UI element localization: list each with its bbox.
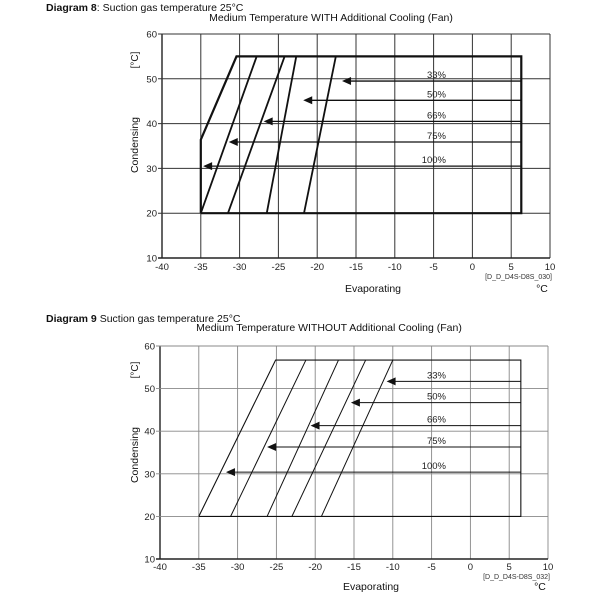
diagram-9-y-tick-label: 40 <box>144 426 155 438</box>
diagram-9-series-arrowhead <box>351 399 360 407</box>
diagram-9-series-arrowhead <box>226 468 235 476</box>
diagram-9-x-axis-label: Evaporating <box>342 581 400 593</box>
diagram-9-y-tick-label: 60 <box>144 341 155 353</box>
diagram-9-series-label: 75% <box>426 435 446 447</box>
diagram-8-x-axis-unit: °C <box>536 283 548 295</box>
diagram-8-series-label: 66% <box>426 110 446 122</box>
diagram-9-x-tick-label: -35 <box>191 562 206 573</box>
diagram-8-y-axis-unit: [°C] <box>130 51 141 69</box>
diagram-9-x-tick-label: -20 <box>308 562 323 573</box>
diagram-9-y-tick-label: 50 <box>144 384 155 396</box>
diagram-8-series-label: 33% <box>426 70 446 82</box>
diagram-9-x-tick-label: -40 <box>153 562 167 573</box>
diagram-8-caption-text: : Suction gas temperature 25°C <box>96 2 244 14</box>
diagram-8-y-tick-label: 50 <box>146 74 157 86</box>
diagram-9-y-axis-label: Condensing <box>129 426 141 484</box>
diagram-8-x-tick-label: -30 <box>232 262 247 273</box>
diagram-8-x-tick-label: -40 <box>155 262 169 273</box>
diagram-9-series-label: 100% <box>421 461 446 473</box>
diagram-9-series-arrowhead <box>387 377 396 385</box>
diagram-9-y-axis-unit: [°C] <box>130 361 141 379</box>
diagram-9-x-tick-label: -10 <box>385 562 400 573</box>
diagram-8-x-tick-label: -20 <box>310 262 325 273</box>
diagram-8-x-tick-label: 0 <box>469 262 476 273</box>
diagram-8-series-label: 50% <box>426 89 446 101</box>
diagram-9-y-tick-label: 20 <box>144 511 155 523</box>
diagram-8-y-tick-label: 30 <box>146 163 157 175</box>
diagram-8-title: Medium Temperature WITH Additional Cooling (Fan) <box>209 12 453 24</box>
diagram-8-x-tick-label: -10 <box>387 262 402 273</box>
diagram-9-reference-code: [D_D_D4S-D8S_032] <box>483 574 550 581</box>
diagram-8-y-tick-label: 10 <box>146 253 157 265</box>
diagram-9-boundary-line <box>231 360 306 516</box>
diagram-9-x-tick-label: -30 <box>230 562 245 573</box>
diagram-9-x-tick-label: -5 <box>427 562 436 573</box>
diagram-9-series-label: 33% <box>426 370 446 382</box>
diagram-9-x-tick-label: 0 <box>467 562 474 573</box>
diagram-9-boundary-line <box>321 360 392 516</box>
diagram-8-y-axis-label: Condensing <box>129 116 141 174</box>
diagram-8-series-label: 100% <box>421 155 446 167</box>
diagram-9-series-label: 50% <box>426 391 446 403</box>
diagram-9-x-tick-label: 10 <box>542 562 554 573</box>
diagram-8-caption-label: Diagram 8 <box>46 2 97 14</box>
diagram-9-caption-label: Diagram 9 <box>46 313 97 325</box>
diagram-9-x-tick-label: 5 <box>506 562 512 573</box>
diagram-9-x-axis-unit: °C <box>534 581 546 593</box>
diagram-9-y-tick-label: 10 <box>144 554 155 566</box>
diagram-8-x-tick-label: 5 <box>508 262 514 273</box>
diagram-8-y-tick-label: 20 <box>146 208 157 220</box>
diagram-8-reference-code: [D_D_D4S-D8S_030] <box>485 274 552 281</box>
diagram-8-x-tick-label: -25 <box>271 262 286 273</box>
diagram-8-x-tick-label: 10 <box>544 262 556 273</box>
diagram-8-series-label: 75% <box>426 130 446 142</box>
diagram-8-y-tick-label: 60 <box>146 29 157 41</box>
diagram-9-caption-text: Suction gas temperature 25°C <box>96 313 241 325</box>
diagram-9-envelope <box>199 360 521 516</box>
diagram-9-x-tick-label: -25 <box>269 562 284 573</box>
diagram-8-x-tick-label: -35 <box>193 262 208 273</box>
diagram-8-x-tick-label: -5 <box>429 262 438 273</box>
diagram-9-title: Medium Temperature WITHOUT Additional Cooling (Fan) <box>196 322 462 334</box>
diagram-9-y-tick-label: 30 <box>144 469 155 481</box>
diagram-8-y-tick-label: 40 <box>146 119 157 131</box>
diagram-8-x-tick-label: -15 <box>349 262 363 273</box>
diagram-9-x-tick-label: -15 <box>347 562 361 573</box>
diagram-8-x-axis-label: Evaporating <box>344 283 402 295</box>
diagram-9-series-arrowhead <box>267 443 276 451</box>
diagram-9-series-label: 66% <box>426 414 446 426</box>
